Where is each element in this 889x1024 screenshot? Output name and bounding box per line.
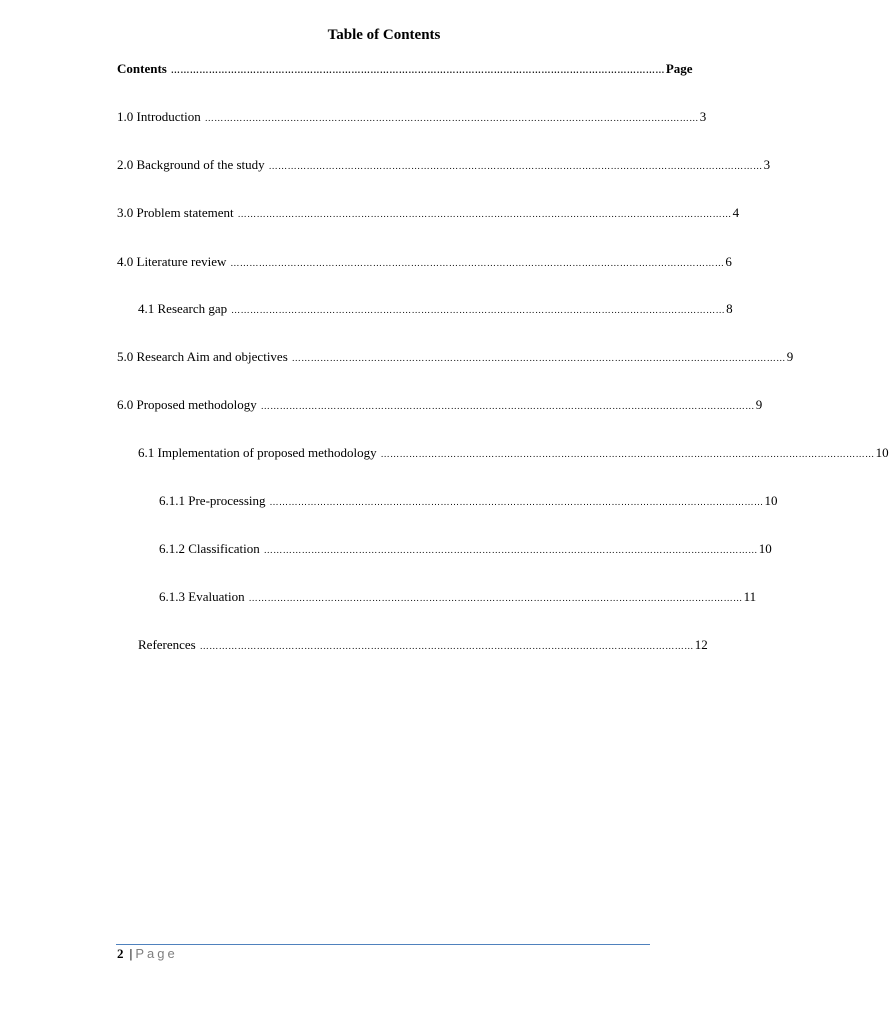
toc-header-page-label: Page	[665, 61, 693, 76]
toc-entry-page: 3	[763, 157, 771, 172]
toc-entry-label: 3.0 Problem statement	[117, 205, 234, 220]
toc-entry-page: 8	[726, 301, 733, 316]
toc-entry[interactable]	[117, 397, 763, 417]
toc-entry-label: 6.1.3 Evaluation	[159, 589, 245, 604]
toc-entry[interactable]	[138, 637, 708, 657]
toc-entry-page: 9	[786, 349, 794, 364]
toc-header-row	[117, 61, 693, 81]
toc-leader-dots: …………………………………………………………………………………………………………………………………………	[291, 353, 786, 363]
toc-leader-dots: …………………………………………………………………………………………………………………………………………	[263, 545, 758, 555]
toc-entry-label: 6.1.2 Classification	[159, 541, 260, 556]
toc-leader-dots: …………………………………………………………………………………………………………………………………………	[268, 161, 763, 171]
footer-page-word: Page	[135, 946, 178, 961]
toc-entry[interactable]	[117, 109, 707, 129]
toc-entry-label: 4.0 Literature review	[117, 254, 227, 269]
toc-entry-page: 12	[694, 637, 708, 652]
toc-entry[interactable]	[159, 589, 757, 609]
page-title: Table of Contents	[327, 27, 441, 43]
toc-entry-page: 6	[725, 254, 732, 269]
toc-entry-page: 3	[699, 109, 707, 124]
toc-entry-label: 2.0 Background of the study	[117, 157, 265, 172]
toc-leader-dots: …………………………………………………………………………………………………………………………………………	[170, 65, 665, 75]
toc-entry[interactable]	[117, 205, 740, 225]
toc-leader-dots: …………………………………………………………………………………………………………………………………………	[230, 258, 725, 268]
toc-leader-dots: …………………………………………………………………………………………………………………………………………	[204, 113, 699, 123]
toc-entry-page: 4	[732, 205, 740, 220]
page-footer	[117, 946, 178, 962]
toc-entry[interactable]	[138, 445, 889, 465]
toc-entry-label: 6.0 Proposed methodology	[117, 397, 257, 412]
toc-leader-dots: …………………………………………………………………………………………………………………………………………	[269, 497, 764, 507]
toc-leader-dots: …………………………………………………………………………………………………………………………………………	[248, 593, 743, 603]
toc-leader-dots: …………………………………………………………………………………………………………………………………………	[231, 305, 726, 315]
toc-entry-label: 4.1 Research gap	[138, 301, 228, 316]
toc-entry-label: 6.1.1 Pre-processing	[159, 493, 266, 508]
footer-divider	[116, 944, 650, 945]
toc-entry-page: 10	[875, 445, 889, 460]
toc-entry-label: 6.1 Implementation of proposed methodology	[138, 445, 377, 460]
toc-leader-dots: …………………………………………………………………………………………………………………………………………	[380, 449, 875, 459]
toc-leader-dots: …………………………………………………………………………………………………………………………………………	[237, 209, 732, 219]
toc-leader-dots: …………………………………………………………………………………………………………………………………………	[260, 401, 755, 411]
toc-leader-dots: …………………………………………………………………………………………………………………………………………	[199, 641, 694, 651]
toc-entry-page: 11	[743, 589, 757, 604]
toc-entry-label: 1.0 Introduction	[117, 109, 201, 124]
toc-entry-label: References	[138, 637, 196, 652]
toc-entry-page: 10	[758, 541, 772, 556]
toc-entry-label: 5.0 Research Aim and objectives	[117, 349, 288, 364]
toc-entry[interactable]	[159, 493, 778, 513]
toc-entry[interactable]	[159, 541, 772, 561]
toc-entry-page: 10	[764, 493, 778, 508]
toc-entry[interactable]	[138, 301, 733, 321]
footer-page-number: 2	[117, 946, 124, 961]
toc-entry[interactable]	[117, 157, 771, 177]
toc-entry[interactable]	[117, 349, 794, 369]
toc-entry[interactable]	[117, 254, 732, 274]
toc-header-label: Contents	[117, 61, 167, 76]
footer-separator: |	[129, 946, 133, 961]
toc-entry-page: 9	[755, 397, 763, 412]
